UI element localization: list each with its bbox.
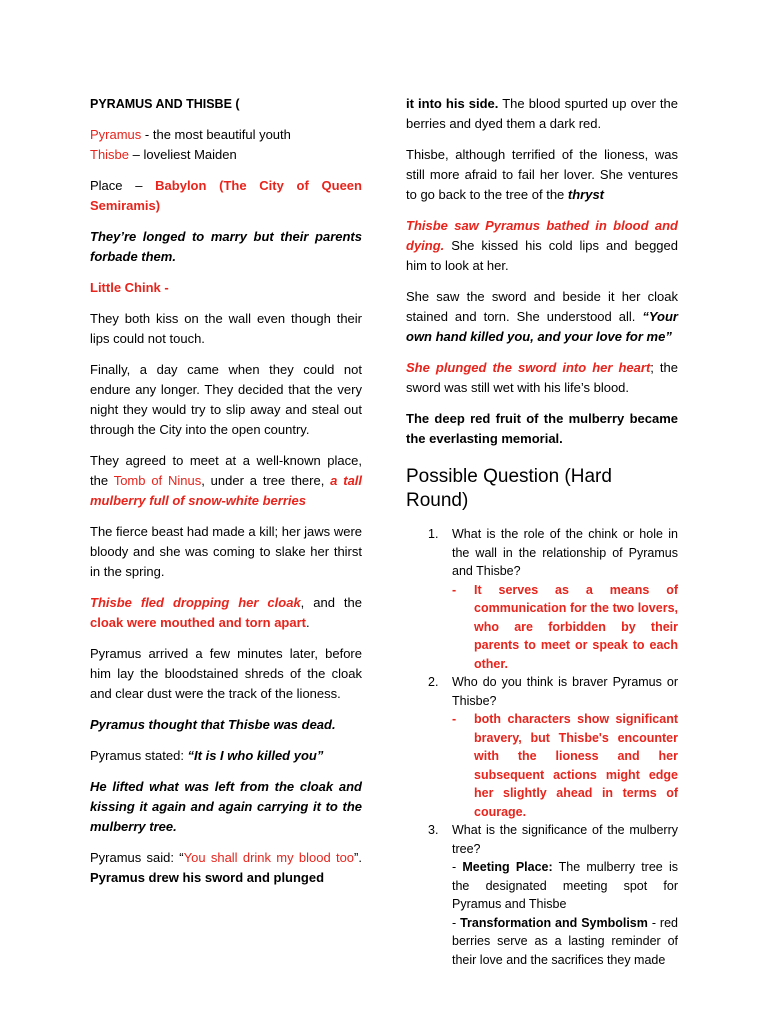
fled-mid: , and the: [300, 595, 362, 610]
question-text: What is the significance of the mulberry tree?: [452, 823, 678, 856]
question-item: [406, 673, 678, 821]
thisbe-desc: – loveliest Maiden: [129, 147, 237, 162]
memorial-paragraph: The deep red fruit of the mulberry became the everlasting memorial.: [406, 411, 678, 446]
symbolism-text: - red berries serve as a lasting reminder of their love and the sacrifices they made: [452, 915, 678, 967]
arrived-paragraph: Pyramus arrived a few minutes later, before him lay the bloodstained shreds of the cloak and clear dust were the track of the lioness.: [90, 646, 362, 701]
drew-sword-phrase: Pyramus drew his sword and plunged: [90, 870, 325, 885]
mulberry-tree-phrase: a tall mulberry full of snow-white berries: [90, 473, 363, 508]
meeting-place-label: Meeting Place:: [462, 860, 553, 874]
side-bold: it into his side.: [406, 96, 499, 111]
pyramus-name: Pyramus: [90, 127, 142, 142]
document-title: PYRAMUS AND THISBE (: [90, 97, 240, 111]
sub-answer-symbolism: [452, 914, 678, 970]
agreed-text-b: , under a tree there,: [201, 473, 331, 488]
plunged-paragraph: [406, 358, 678, 398]
question-text: Who do you think is braver Pyramus or Thisbe?: [452, 675, 678, 708]
plunged-rest: ; the sword was still wet with his life’s blood.: [406, 360, 679, 395]
thought-paragraph: Pyramus thought that Thisbe was dead.: [90, 717, 336, 732]
sword-paragraph: [406, 287, 678, 347]
tomb-of-ninus: Tomb of Ninus: [113, 473, 202, 488]
fled-phrase: Thisbe fled dropping her cloak: [90, 595, 301, 610]
terrified-text: Thisbe, although terrified of the lioness, was still more afraid to fail her lover. She ventures to go back to the tree of the: [406, 147, 678, 202]
place-paragraph: [90, 176, 362, 216]
sub-answer-meeting-place: [452, 858, 678, 914]
left-column: [90, 94, 362, 899]
side-rest: The blood spurted up over the berries and dyed them a dark red.: [406, 96, 679, 131]
terrified-paragraph: [406, 145, 678, 205]
symbolism-label: Transformation and Symbolism: [460, 915, 648, 930]
answer-dash: -: [452, 582, 457, 597]
beast-paragraph: The fierce beast had made a kill; her jaws were bloody and she was coming to slake her thirst in the spring.: [90, 524, 362, 579]
answer: [452, 581, 678, 674]
said-paragraph: [90, 848, 362, 888]
cloak-phrase: cloak were mouthed and torn apart: [90, 615, 306, 630]
meeting-place-text: The mulberry tree is the designated meeting spot for Pyramus and Thisbe: [452, 860, 678, 911]
agreed-text-a: They agreed to meet at a well-known place, the: [90, 453, 362, 488]
question-number: 2.: [428, 675, 439, 689]
characters-paragraph: [90, 125, 362, 165]
pyramus-desc: - the most beautiful youth: [141, 127, 291, 142]
sword-text: She saw the sword and beside it her cloak stained and torn. She understood all.: [406, 289, 678, 324]
plunged-red-phrase: She plunged the sword into her heart: [406, 360, 651, 375]
sub-dash: -: [452, 915, 457, 930]
kiss-paragraph: They both kiss on the wall even though their lips could not touch.: [90, 311, 362, 346]
side-paragraph: [406, 94, 678, 134]
stated-paragraph: [90, 746, 362, 766]
sub-dash: -: [452, 860, 457, 874]
questions-heading: Possible Question (Hard Round): [406, 466, 612, 511]
lifted-paragraph: He lifted what was left from the cloak and kissing it again and again carrying it to the mulberry tree.: [90, 779, 362, 834]
saw-rest: She kissed his cold lips and begged him to look at her.: [406, 238, 678, 273]
answer-text: both characters show significant bravery, but Thisbe's encounter with the lioness and her subsequent actions might edge her slightly ahead in terms of courage.: [474, 712, 678, 819]
saw-red-phrase: Thisbe saw Pyramus bathed in blood and dying.: [406, 218, 678, 253]
said-text-a: Pyramus said: “: [90, 850, 184, 865]
thryst-word: thryst: [567, 187, 605, 202]
questions-list: [406, 525, 678, 969]
question-item: [406, 821, 678, 969]
question-number: 1.: [428, 527, 439, 541]
agreed-paragraph: [90, 451, 362, 511]
saw-paragraph: [406, 216, 678, 276]
little-chink-label: Little Chink -: [90, 280, 169, 295]
said-quote: You shall drink my blood too: [183, 850, 355, 865]
stated-text: Pyramus stated:: [90, 748, 188, 763]
place-value: Babylon (The City of Queen Semiramis): [90, 178, 362, 213]
answer-dash: -: [452, 712, 457, 726]
question-item: [406, 525, 678, 673]
stated-quote: “It is I who killed you”: [187, 748, 324, 763]
question-number: 3.: [428, 823, 439, 837]
place-label: Place –: [90, 178, 156, 193]
sword-quote: “Your own hand killed you, and your love for me”: [406, 309, 678, 344]
fled-end: .: [306, 615, 310, 630]
longed-paragraph: They’re longed to marry but their parents forbade them.: [90, 229, 362, 264]
fled-paragraph: [90, 593, 362, 633]
thisbe-name: Thisbe: [90, 147, 130, 162]
said-text-b: ”.: [354, 850, 362, 865]
finally-paragraph: Finally, a day came when they could not endure any longer. They decided that the very night they would try to slip away and steal out through the City into the open country.: [90, 362, 362, 437]
right-column: [406, 94, 678, 969]
answer: [452, 710, 678, 821]
answer-text: It serves as a means of communication for the two lovers, who are forbidden by their parents to meet or speak to each other.: [474, 582, 678, 671]
question-text: What is the role of the chink or hole in the wall in the relationship of Pyramus and Thisbe?: [452, 527, 678, 578]
